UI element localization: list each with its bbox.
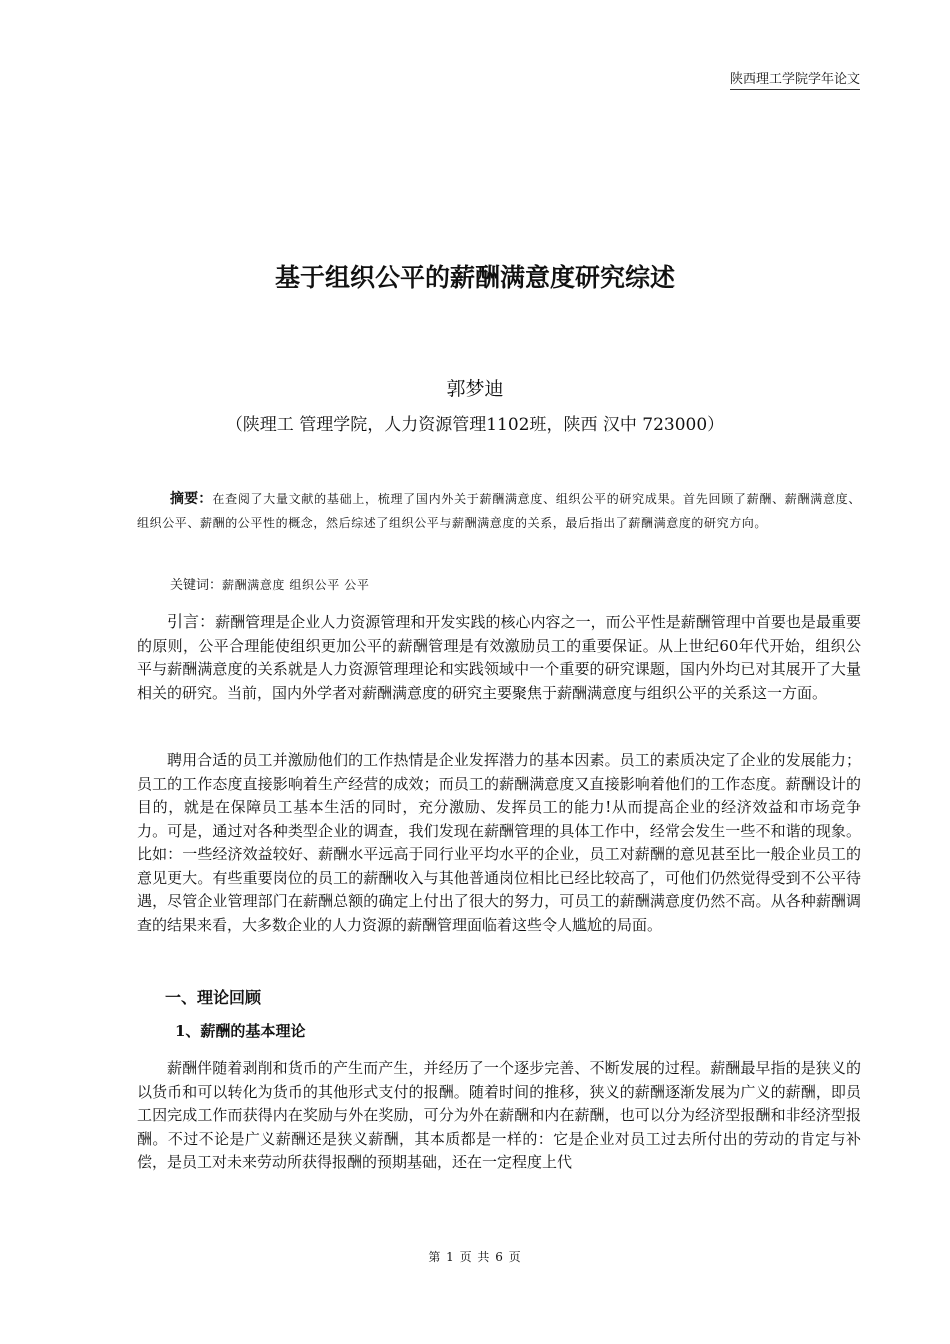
introduction-label: 引言：: [167, 612, 216, 631]
abstract-text: 在查阅了大量文献的基础上，梳理了国内外关于薪酬满意度、组织公平的研究成果。首先回顾了薪酬、薪酬满意度、组织公平、薪酬的公平性的概念，然后综述了组织公平与薪酬满意度的关系，最后指出了薪酬满意度的研究方向。: [137, 492, 862, 530]
keywords: [137, 573, 894, 598]
abstract-label: 摘要：: [170, 491, 213, 507]
body-paragraph: 薪酬伴随着剥削和货币的产生而产生，并经历了一个逐步完善、不断发展的过程。薪酬最早指的是狭义的以货币和可以转化为货币的其他形式支付的报酬。随着时间的推移，狭义的薪酬逐渐发展为广义的薪酬，即员工因完成工作而获得内在奖励与外在奖励，可分为外在薪酬和内在薪酬，也可以分为经济型报酬和非经济型报酬。不过不论是广义薪酬还是狭义薪酬，其本质都是一样的：它是企业对员工过去所付出的劳动的肯定与补偿，是员工对未来劳动所获得报酬的预期基础，还在一定程度上代: [137, 1059, 861, 1171]
body-paragraph: 聘用合适的员工并激励他们的工作热情是企业发挥潜力的基本因素。员工的素质决定了企业的发展能力；员工的工作态度直接影响着生产经营的成效；而员工的薪酬满意度又直接影响着他们的工作态度。薪酬设计的目的，就是在保障员工基本生活的同时，充分激励、发挥员工的能力!从而提高企业的经济效益和市场竞争力。可是，通过对各种类型企业的调查，我们发现在薪酬管理的具体工作中，经常会发生一些不和谐的现象。比如：一些经济效益较好、薪酬水平远高于同行业平均水平的企业，员工对薪酬的意见甚至比一般企业员工的意见更大。有些重要岗位的员工的薪酬收入与其他普通岗位相比已经比较高了，可他们仍然觉得受到不公平待遇，尽管企业管理部门在薪酬总额的确定上付出了很大的努力，可员工的薪酬满意度仍然不高。从各种薪酬调查的结果来看，大多数企业的人力资源的薪酬管理面临着这些令人尴尬的局面。: [137, 751, 861, 934]
author-affiliation: （陕理工 管理学院，人力资源管理1102班，陕西 汉中 723000）: [225, 415, 725, 435]
subsection-heading: 1、薪酬的基本理论: [175, 1022, 306, 1040]
running-header: 陕西理工学院学年论文: [730, 68, 860, 90]
introduction-paragraph: [137, 610, 861, 705]
abstract: [137, 487, 861, 535]
author-name: 郭梦迪: [446, 378, 504, 400]
section-heading: 一、理论回顾: [165, 988, 262, 1007]
keywords-text: 薪酬满意度 组织公平 公平: [222, 578, 370, 592]
paper-title: 基于组织公平的薪酬满意度研究综述: [274, 263, 675, 292]
page-footer: 第 1 页 共 6 页: [428, 1250, 522, 1264]
introduction-text: 薪酬管理是企业人力资源管理和开发实践的核心内容之一，而公平性是薪酬管理中首要也是最重要的原则，公平合理能使组织更加公平的薪酬管理是有效激励员工的重要保证。从上世纪60年代开始，组织公平与薪酬满意度的关系就是人力资源管理理论和实践领域中一个重要的研究课题，国内外均已对其展开了大量相关的研究。当前，国内外学者对薪酬满意度的研究主要聚焦于薪酬满意度与组织公平的关系这一方面。: [137, 613, 861, 702]
keywords-label: 关键词：: [170, 578, 223, 593]
